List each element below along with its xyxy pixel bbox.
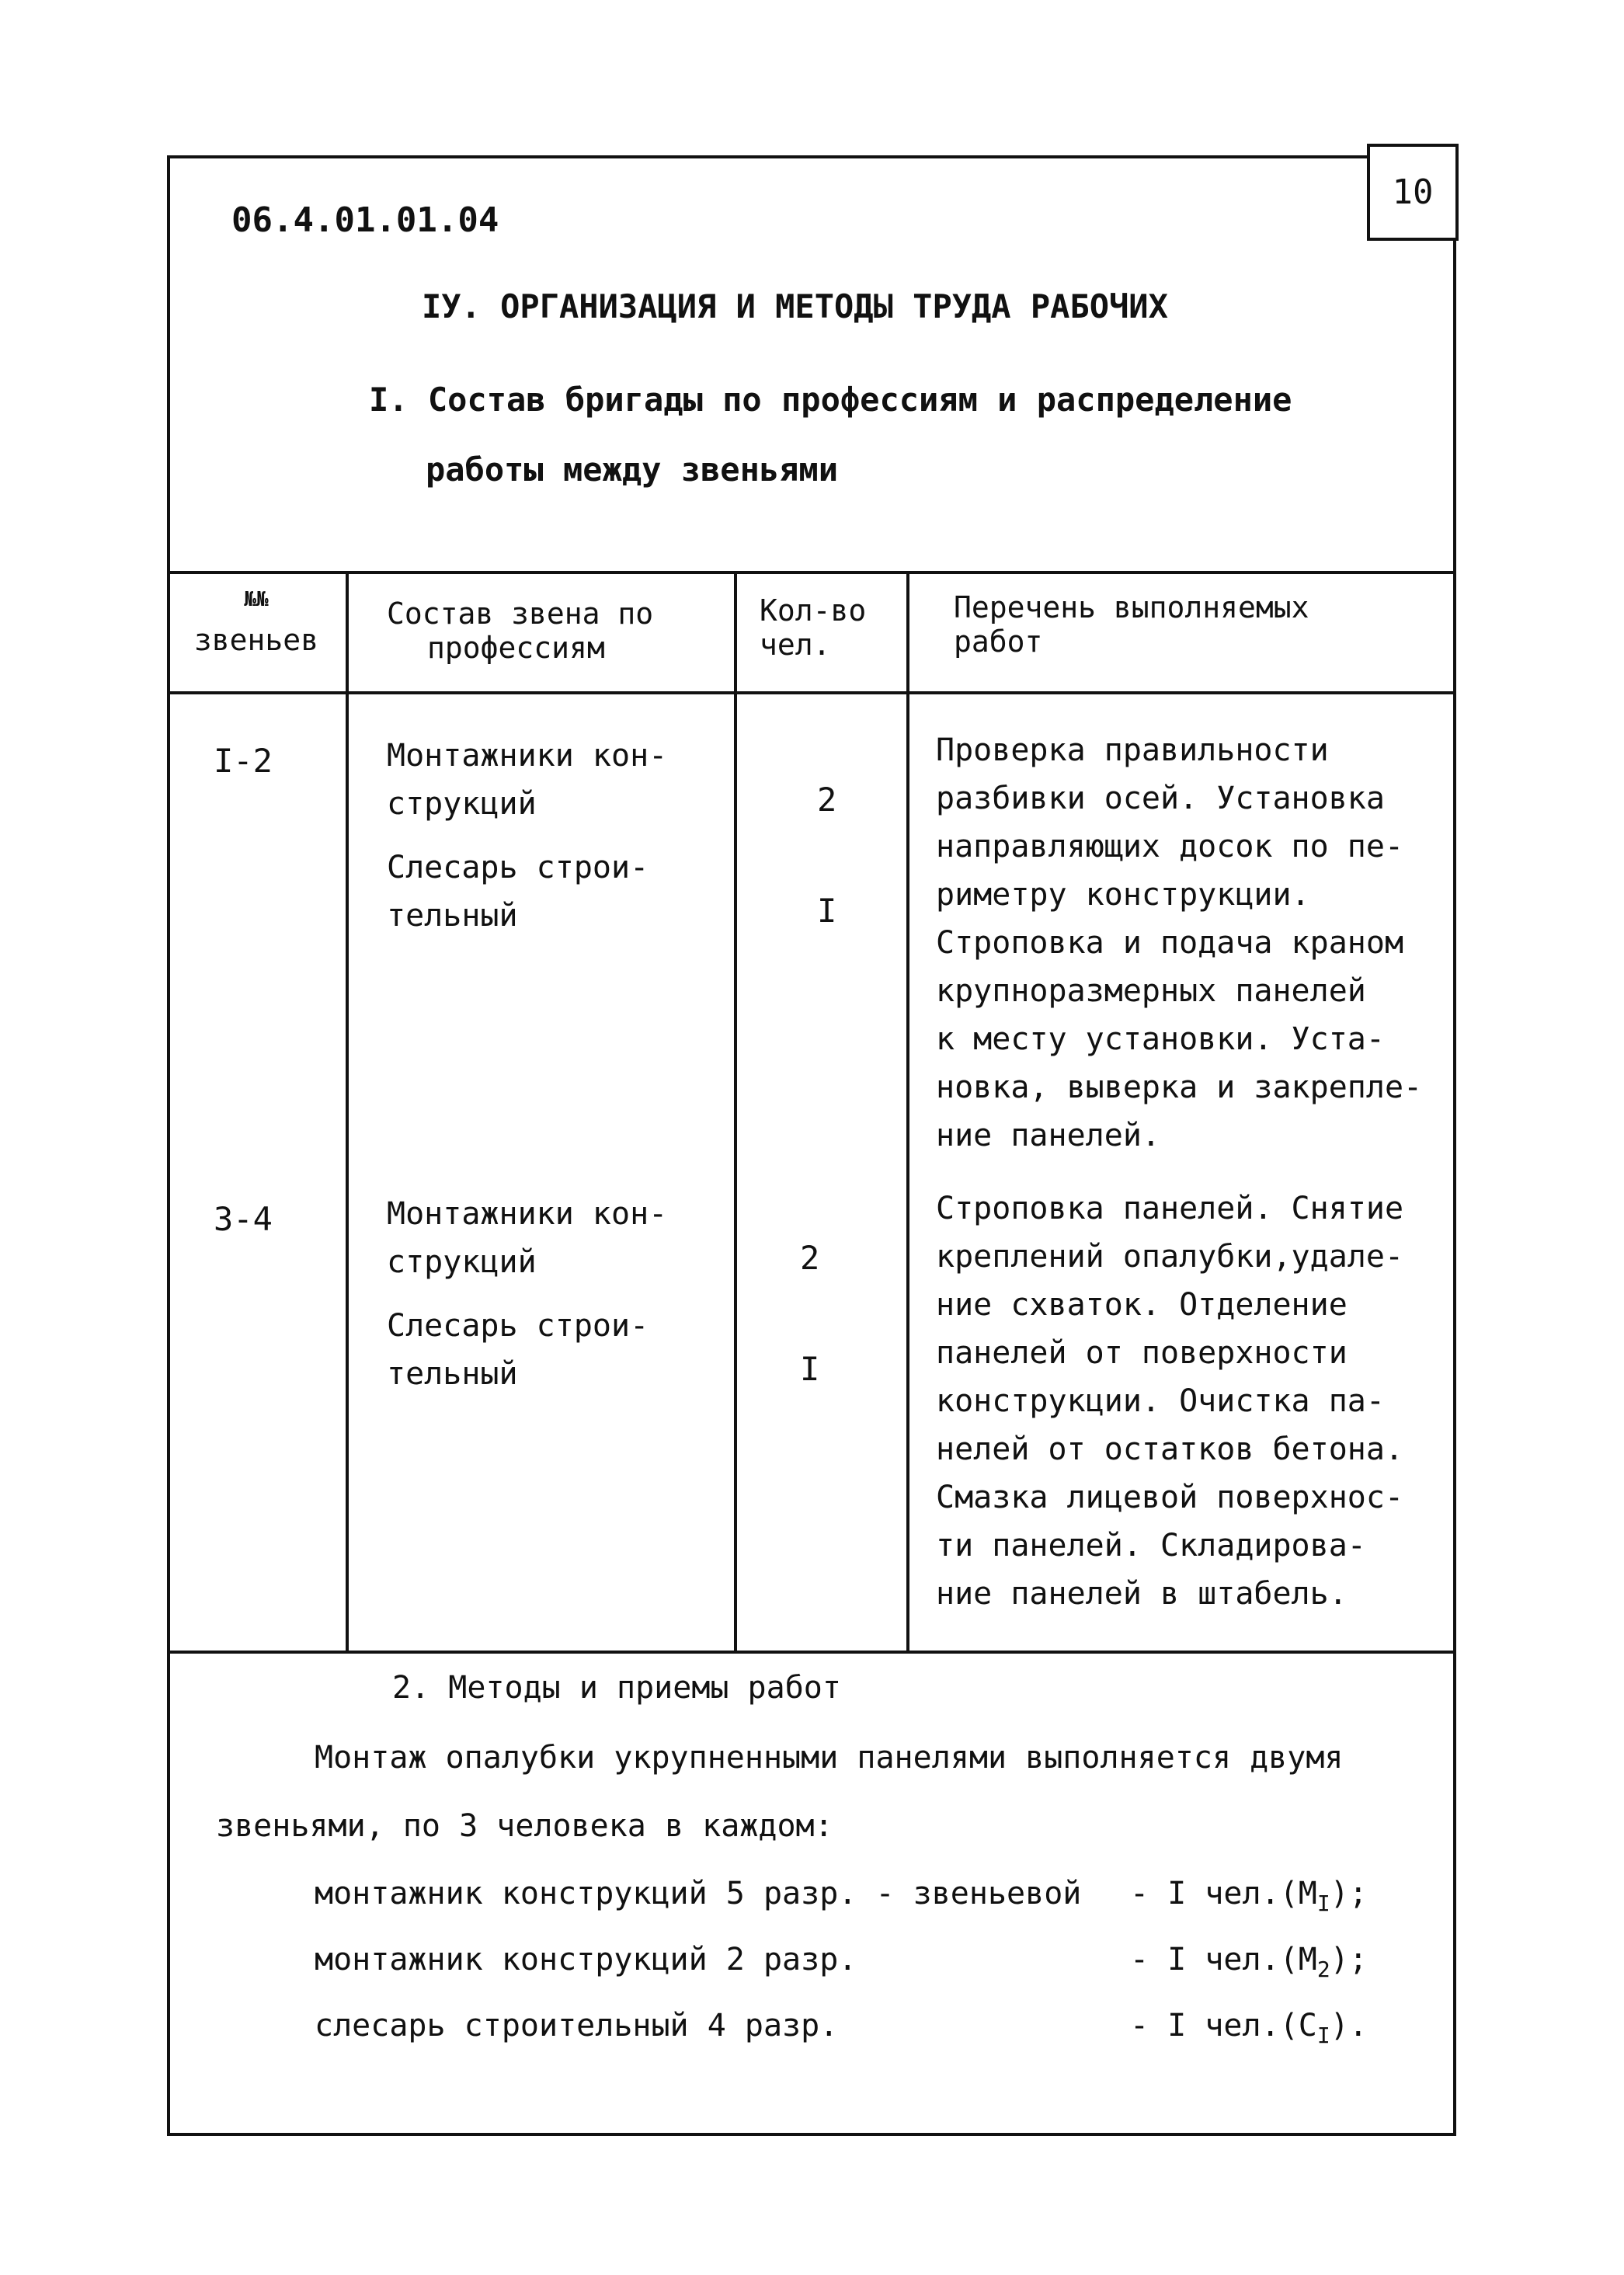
table-col-divider-1 — [346, 571, 349, 1651]
subsection-title-line2: работы между звеньями — [426, 450, 839, 489]
page-number-box — [1367, 144, 1459, 241]
header-unit-composition: Состав звена по профессиям — [387, 597, 654, 665]
headcount-value: I — [800, 1350, 820, 1388]
work-list: Проверка правильности разбивки осей. Установка направляющих досок по пе- риметру конструкции. Строповка и подача краном крупноразмерных панелей к месту установки. Уста- новка, выверка и закрепле- ние панелей. — [936, 732, 1423, 1153]
table-col-divider-3 — [906, 571, 909, 1651]
unit-number: 3-4 — [214, 1200, 273, 1238]
table-header-bottom-border — [167, 691, 1456, 694]
crew-role: монтажник конструкций 2 разр. — [315, 1942, 857, 1978]
headcount-value: I — [817, 892, 837, 930]
unit-number: I-2 — [214, 742, 273, 780]
methods-section-title: 2. Методы и приемы работ — [392, 1670, 841, 1706]
crew-count: - I $чел.(C_I)$. — [1130, 2008, 1368, 2048]
document-code: 06.4.01.01.04 — [231, 200, 499, 240]
unit-composition: Монтажники кон- струкций Слесарь строи- тельный — [387, 738, 668, 934]
crew-role: слесарь строительный 4 разр. — [315, 2008, 839, 2044]
crew-count: - I $чел.(M_I)$; — [1130, 1876, 1368, 1916]
header-work-list: Перечень выполняемых работ — [954, 590, 1309, 659]
header-headcount: Кол-во чел. — [760, 593, 867, 662]
methods-paragraph-line2: звеньями, по 3 человека в каждом: — [216, 1808, 833, 1844]
unit-composition: Монтажники кон- струкций Слесарь строи- тельный — [387, 1196, 668, 1392]
table-bottom-border — [167, 1651, 1456, 1654]
headcount-value: 2 — [800, 1239, 820, 1277]
section-title: IУ. ОРГАНИЗАЦИЯ И МЕТОДЫ ТРУДА РАБОЧИХ — [422, 287, 1168, 325]
table-top-border — [167, 571, 1456, 574]
crew-count: - I $чел.(M_2)$; — [1130, 1942, 1368, 1982]
page-number: 10 — [1392, 172, 1434, 212]
crew-role: монтажник конструкций 5 разр. - звеньевой — [315, 1876, 1082, 1911]
subsection-title-line1: I. Состав бригады по профессиям и распределение — [369, 381, 1292, 419]
header-unit-number: №№ звеньев — [193, 588, 319, 657]
methods-paragraph-line1: Монтаж опалубки укрупненными панелями выполняется двумя — [315, 1740, 1344, 1776]
table-col-divider-2 — [734, 571, 737, 1651]
work-list: Строповка панелей. Снятие креплений опалубки,удале- ние схваток. Отделение панелей от поверхности конструкции. Очистка па- нелей от остатков бетона. Смазка лицевой поверхнос- ти панелей. Складирова- ние панелей в штабель. — [936, 1191, 1404, 1612]
headcount-value: 2 — [817, 781, 837, 819]
